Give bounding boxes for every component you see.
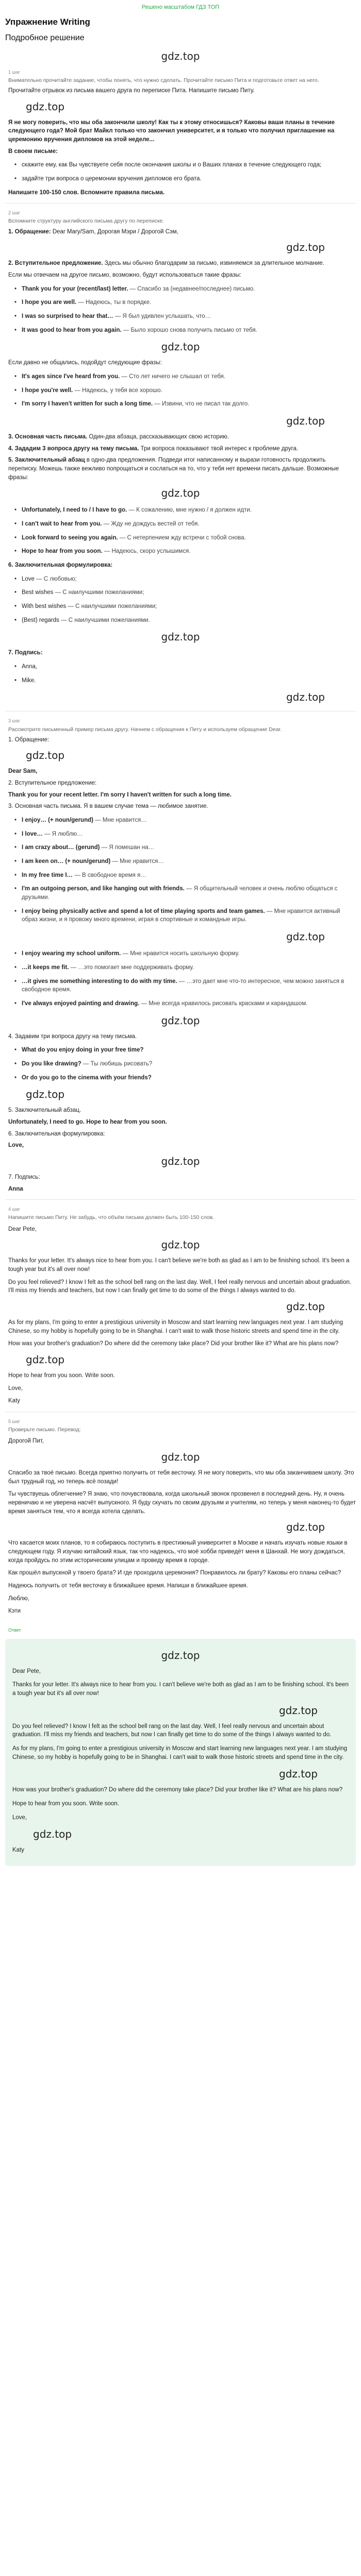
- list-item: • …it keeps me fit. — …это помогает мне поддерживать форму.: [14, 963, 356, 972]
- section-line: 5. Заключительный абзац.: [8, 1107, 81, 1114]
- letter-line: Do you feel relieved? I know I felt as the school bell rang on the last day. Well, I feel really nervous and uncertain about graduation. I'll miss my friends and teachers, but now I can finally get time to do some of the things I always wanted to do.: [8, 1279, 352, 1294]
- watermark: gdz.top: [161, 1155, 200, 1167]
- list-item: • Or do you go to the cinema with your friends?: [14, 1074, 356, 1082]
- list-item: • In my free time I… — В свободное время я…: [14, 871, 356, 880]
- watermark: gdz.top: [286, 930, 325, 943]
- watermark: gdz.top: [161, 1239, 200, 1251]
- letter-line: Katy: [8, 1398, 21, 1404]
- step-hint: Проверьте письмо. Перевод:: [8, 1426, 81, 1433]
- list-item: • скажите ему, как Вы чувствуете себя после окончания школы и о Ваших планах в течение следующего года;: [14, 161, 356, 170]
- list-item: • I can't wait to hear from you. — Жду не дождусь вестей от тебя.: [14, 520, 356, 529]
- answer-line: How was your brother's graduation? Do where did the ceremony take place? Did your brother like it? What are his plans now?: [12, 1787, 343, 1793]
- watermark: gdz.top: [161, 631, 200, 643]
- list-item: • I am crazy about… (gerund) — Я помешан на…: [14, 843, 356, 852]
- section-line: Love,: [8, 1142, 24, 1149]
- question-list: [14, 1046, 356, 1082]
- section-line: Если мы отвечаем на другое письмо, возможно, будут использоваться такие фразы:: [8, 272, 241, 279]
- letter-excerpt: Я не могу поверить, что мы оба закончили школу! Как ты к этому относишься? Каковы ваши планы в течение следующего года? Мой брат Майкл только что закончил университет, и я только что получил приглашение на церемонию вручения дипломов на этой неделе...: [8, 119, 335, 143]
- list-item: • I was so surprised to hear that… — Я был удивлен услышать, что…: [14, 312, 356, 321]
- letter-line: Love,: [8, 1385, 23, 1392]
- list-item: • Best wishes — С наилучшими пожеланиями;: [14, 588, 356, 597]
- list-item: • I hope you're well. — Надеюсь, у тебя все хорошо.: [14, 386, 356, 395]
- closing-list: [14, 575, 356, 625]
- top-link[interactable]: Решено масштабом ГДЗ ТОП: [141, 4, 220, 10]
- watermark: gdz.top: [286, 691, 325, 704]
- section-line: Если давно не общались, подойдут следующие фразы:: [8, 360, 162, 366]
- watermark: gdz.top: [161, 1014, 200, 1027]
- section-line: 6. Заключительная формулировка:: [8, 1130, 105, 1137]
- list-item: • Mike.: [14, 676, 356, 685]
- letter-line: Hope to hear from you soon. Write soon.: [8, 1372, 115, 1379]
- answer-line: As for my plans, I'm going to enter a prestigious university in Moscow and start learning new languages next year. I am studying Chinese, so my hobby is hopefully going to be in Shanghai. I can't wait to walk those historic streets and spend time in the city.: [12, 1745, 348, 1760]
- section-line: 1. Обращение: Dear Mary/Sam, Дорогая Мэри / Дорогой Сэм,: [8, 228, 178, 235]
- step-hint: Рассмотрите письменный пример письма другу. Начнем с обращения к Питу и используем обращение Dear.: [8, 726, 282, 733]
- top-bar: [5, 0, 356, 13]
- answer-line: Hope to hear from you soon. Write soon.: [12, 1800, 119, 1807]
- watermark: gdz.top: [26, 100, 65, 113]
- letter-line: Надеюсь получить от тебя весточку в ближайшее время. Напиши в ближайшее время.: [8, 1582, 248, 1589]
- step-tag: 1 шаг: [8, 69, 21, 75]
- watermark: gdz.top: [161, 341, 200, 353]
- section-line: 5. Заключительный абзац в одно-два предложения. Подведи итог написанному и вырази готовность продолжить переписку. Можешь также вежливо попрощаться и сослаться на то, что у тебя нет времени писать дальше. Возможные фразы:: [8, 457, 339, 481]
- letter-line: Thanks for your letter. It's always nice to hear from you. I can't believe we're both as glad as I am to be finishing school. It's been a tough year but it's all over now!: [8, 1258, 350, 1273]
- letter-line: Dear Pete,: [8, 1226, 37, 1232]
- list-item: • Unfortunately, I need to / I have to go. — К сожалению, мне нужно / я должен идти.: [14, 506, 356, 515]
- divider: [5, 203, 356, 204]
- list-item: • What do you enjoy doing in your free time?: [14, 1046, 356, 1055]
- section-line: 2. Вступительное предложение:: [8, 780, 97, 787]
- list-item: • (Best) regards — С наилучшими пожеланиями.: [14, 616, 356, 625]
- step-hint: Вспомните структуру английского письма другу по переписке.: [8, 218, 165, 225]
- watermark: gdz.top: [286, 241, 325, 254]
- page-title: Упражнение Writing: [5, 16, 90, 27]
- letter-line: How was your brother's graduation? Do where did the ceremony take place? Did your brother like it? What are his plans now?: [8, 1341, 339, 1347]
- phrase-list: [14, 950, 356, 1008]
- list-item: • I am keen on… (+ noun/gerund) — Мне нравится…: [14, 857, 356, 866]
- section-line: Unfortunately, I need to go. Hope to hear from you soon.: [8, 1118, 167, 1125]
- step-hint: Внимательно прочитайте задание, чтобы понять, что нужно сделать. Прочитайте письмо Пита и подготовьте ответ на него.: [8, 77, 319, 83]
- list-item: • I'm sorry I haven't written for such a long time. — Извини, что не писал так долго.: [14, 400, 356, 409]
- answer-box: [5, 1639, 356, 1866]
- list-item: • With best wishes — С наилучшими пожеланиями;: [14, 602, 356, 611]
- section-line: 1. Обращение:: [8, 736, 50, 743]
- watermark: gdz.top: [161, 49, 200, 62]
- watermark: gdz.top: [161, 487, 200, 500]
- step-paragraph: Прочитайте отрывок из письма вашего друга по переписке Пита. Напишите письмо Питу.: [8, 88, 255, 94]
- watermark: gdz.top: [26, 749, 65, 762]
- list-item: • задайте три вопроса о церемонии вручения дипломов его брата.: [14, 175, 356, 183]
- letter-line: Дорогой Пит,: [8, 1438, 44, 1445]
- watermark: gdz.top: [286, 1300, 325, 1313]
- list-item: • I enjoy wearing my school uniform. — Мне нравится носить школьную форму.: [14, 950, 356, 958]
- section-head: 7. Подпись:: [8, 650, 43, 656]
- list-item: • It's ages since I've heard from you. — Сто лет ничего не слышал от тебя.: [14, 372, 356, 381]
- watermark: gdz.top: [161, 1649, 200, 1662]
- watermark: gdz.top: [33, 1828, 72, 1841]
- list-item: • It was good to hear from you again. — Было хорошо снова получить письмо от тебя.: [14, 326, 356, 335]
- watermark: gdz.top: [286, 415, 325, 428]
- phrase-list: [14, 506, 356, 556]
- list-item: • Do you like drawing? — Ты любишь рисовать?: [14, 1060, 356, 1069]
- watermark: gdz.top: [278, 1704, 318, 1717]
- list-item: • Love — С любовью;: [14, 575, 356, 584]
- letter-line: As for my plans, I'm going to enter a prestigious university in Moscow and start learning new languages next year. I am studying Chinese, so my hobby is hopefully going to be in Shanghai. I can't wait to walk those historic streets and spend time in the city.: [8, 1319, 343, 1334]
- phrase-list: [14, 816, 356, 924]
- list-item: • Look forward to seeing you again. — С нетерпением жду встречи с тобой снова.: [14, 534, 356, 543]
- list-item: • Hope to hear from you soon. — Надеюсь, скоро услышимся.: [14, 547, 356, 556]
- phrase-list: [14, 285, 356, 335]
- list-item: • I've always enjoyed painting and drawing. — Мне всегда нравилось рисовать красками и карандашом.: [14, 999, 356, 1008]
- answer-line: Thanks for your letter. It's always nice to hear from you. I can't believe we're both as glad as I am to be finishing school. It's been a tough year but it's all over now!: [12, 1682, 349, 1697]
- step-closing: Напишите 100-150 слов. Вспомните правила письма.: [8, 189, 165, 196]
- section-line: 7. Подпись:: [8, 1174, 40, 1180]
- section-line: Dear Sam,: [8, 768, 38, 775]
- list-item: • I hope you are well. — Надеюсь, ты в порядке.: [14, 298, 356, 307]
- section-head: 6. Заключительная формулировка:: [8, 562, 113, 569]
- watermark: gdz.top: [26, 1088, 65, 1101]
- signature-list: [14, 663, 356, 685]
- answer-line: Do you feel relieved? I know I felt as the school bell rang on the last day. Well, I feel really nervous and uncertain about graduation. I'll miss my friends and teachers, but now I can finally get time to do some of the things I always wanted to do.: [12, 1723, 332, 1738]
- list-item: • I enjoy being physically active and spend a lot of time playing sports and team games. — Мне нравится активный образ жизни, и я провожу много времени, играя в спортивные и командные игры.: [14, 907, 356, 924]
- section-line: Thank you for your recent letter. I'm sorry I haven't written for such a long time.: [8, 791, 232, 798]
- list-item: • I love… — Я люблю…: [14, 830, 356, 839]
- section-line: 4. Задавим три вопроса другу на тему письма.: [8, 1033, 137, 1040]
- watermark: gdz.top: [278, 1768, 318, 1781]
- answer-line: Katy: [12, 1847, 25, 1854]
- list-item: • …it gives me something interesting to do with my time. — …это дает мне что-то интересное, чем можно заняться в свободное время.: [14, 977, 356, 994]
- watermark: gdz.top: [26, 1353, 65, 1366]
- section-line: 3. Основная часть письма. Один-два абзаца, рассказывающих свою историю.: [8, 434, 229, 440]
- section-line: 3. Основная часть письма. Я в вашем случае тема — любимое занятие.: [8, 803, 208, 810]
- letter-instruction: В своем письме:: [8, 148, 58, 155]
- bullet-list: [14, 161, 356, 183]
- letter-russian: [5, 1437, 356, 1616]
- letter-line: Люблю,: [8, 1595, 29, 1602]
- answer-tag: Ответ: [8, 1627, 21, 1633]
- step-tag: 2 шаг: [8, 210, 21, 216]
- step-tag: 3 шаг: [8, 718, 21, 724]
- watermark: gdz.top: [161, 1450, 200, 1463]
- watermark: gdz.top: [286, 1521, 325, 1534]
- letter-english: [5, 1225, 356, 1405]
- answer-line: Dear Pete,: [12, 1668, 41, 1674]
- list-item: • Anna,: [14, 663, 356, 671]
- list-item: • I'm an outgoing person, and like hanging out with friends. — Я общительный человек и очень люблю общаться с друзьями.: [14, 885, 356, 902]
- letter-line: Ты чувствуешь облегчение? Я знаю, что почувствовала, когда школьный звонок прозвенел в последний день. Ну, я очень нервничаю и не уверена насчёт выпускного. Я буду скучать по своим друзьям и учителям, но теперь у меня наконец-то будет время заняться тем, что я всегда хотела сделать.: [8, 1491, 356, 1515]
- phrase-list: [14, 372, 356, 409]
- page-subtitle: Подробное решение: [5, 33, 85, 42]
- letter-line: Кэти: [8, 1608, 21, 1615]
- letter-line: Что касается моих планов, то я собираюсь поступить в престижный университет в Москве и начать изучать новые языки в следующем году. Я изучаю китайский язык, так что надеюсь, что моё хобби приведёт меня в Шанхай. Не могу дождаться, когда пройдусь по этим историческим улицам и проведу время в городе.: [8, 1540, 348, 1564]
- step-tag: 4 шаг: [8, 1207, 21, 1212]
- list-item: • I enjoy… (+ noun/gerund) — Мне нравится…: [14, 816, 356, 825]
- step-tag: 5 шаг: [8, 1418, 21, 1424]
- letter-line: Как прошёл выпускной у твоего брата? И где проходила церемония? Понравилось ли брату? Каковы его планы сейчас?: [8, 1570, 341, 1577]
- step-hint: Напишите письмо Питу. Не забудь, что объём письма должен быть 100-150 слов.: [8, 1214, 215, 1221]
- answer-line: Love,: [12, 1814, 27, 1821]
- section-line: Anna: [8, 1185, 23, 1192]
- list-item: • Thank you for your (recent/last) letter. — Спасибо за (недавнее/последнее) письмо.: [14, 285, 356, 294]
- letter-line: Спасибо за твоё письмо. Всегда приятно получить от тебя весточку. Я не могу поверить, что мы оба заканчиваем школу. Это был трудный год, но теперь всё позади!: [8, 1469, 354, 1485]
- section-line: 2. Вступительное предложение. Здесь мы обычно благодарим за письмо, извиняемся за длительное молчание.: [8, 260, 324, 267]
- section-line: 4. Зададим 3 вопроса другу на тему письма. Три вопроса показывают твой интерес к проблеме друга.: [8, 445, 299, 452]
- divider: [5, 1199, 356, 1200]
